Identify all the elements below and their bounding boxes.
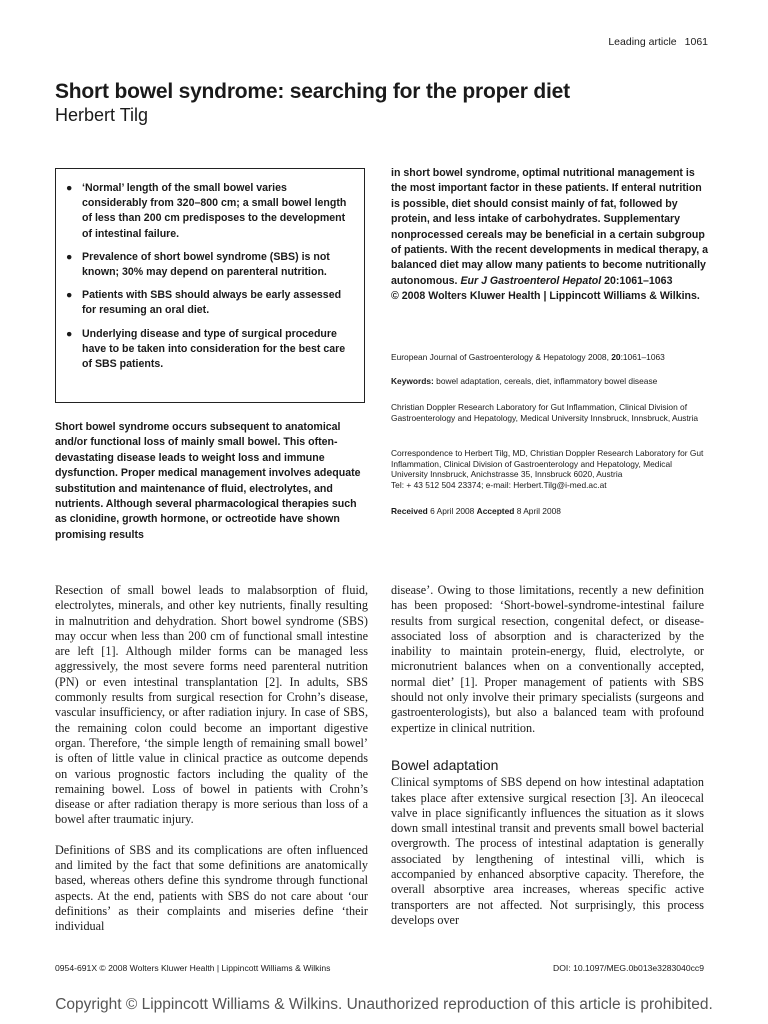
article-author: Herbert Tilg	[55, 105, 149, 125]
bullet-icon: ●	[66, 182, 73, 194]
journal-volume: 20	[611, 352, 621, 362]
footer-issn: 0954-691X © 2008 Wolters Kluwer Health | Lippincott Williams & Wilkins	[55, 963, 331, 973]
keywords-text: bowel adaptation, cereals, diet, inflammatory bowel disease	[436, 376, 658, 386]
article-title: Short bowel syndrome: searching for the proper diet	[55, 80, 570, 103]
key-points-box	[55, 168, 365, 403]
keywords	[391, 376, 711, 387]
bullet-icon: ●	[66, 327, 73, 340]
key-point-text: ‘Normal’ length of the small bowel varies considerably from 320–800 cm; a small bowel length of less than 200 cm predisposes to the development of intestinal failure.	[82, 182, 347, 240]
affiliation: Christian Doppler Research Laboratory for Gut Inflammation, Clinical Division of Gastroenterology and Hepatology, Medical University Innsbruck, Innsbruck, Austria	[391, 402, 699, 423]
bullet-icon: ●	[66, 289, 73, 302]
citation-journal: Eur J Gastroenterol Hepatol	[460, 274, 602, 287]
key-points-list	[66, 181, 350, 372]
key-point-text: Underlying disease and type of surgical procedure have to be taken into consideration for the best care of SBS patients.	[82, 327, 346, 371]
received-label: Received	[391, 506, 428, 516]
body-paragraph: disease’. Owing to those limitations, recently a new definition has been proposed: ‘Short-bowel-syndrome-intestinal failure results from surgical resection, congenital defect, or disease-associated loss of absorption and is characterized by the inability to maintain protein-energy, fluid, electrolyte, or micronutrient balances when on a conventionally accepted, normal diet’ [1]. Proper management of patients with SBS should not only involve their primary specialists (surgeons and gastroenterologists), but also a balanced team with profound expertize in clinical nutrition.	[391, 583, 704, 735]
correspondence-address: Correspondence to Herbert Tilg, MD, Christian Doppler Research Laboratory for Gut Inflammation, Clinical Division of Gastroenterology and Hepatology, Medical University Innsbruck, Anichstrasse 35, Innsbruck 6020, Austria	[391, 448, 704, 480]
key-point	[66, 181, 350, 242]
footer-doi: DOI: 10.1097/MEG.0b013e3283040cc9	[553, 963, 704, 973]
abstract-copyright: © 2008 Wolters Kluwer Health | Lippincott Williams & Wilkins.	[391, 290, 700, 303]
copyright-notice: Copyright © Lippincott Williams & Wilkins. Unauthorized reproduction of this article is prohibited.	[55, 996, 713, 1013]
body-paragraph: Definitions of SBS and its complications are often influenced and limited by the fact that some definitions are anatomically based, whereas others define this syndrome through functional aspects. At the end, patients with SBS do not care about ‘our definitions’ as their complaints and miseries define ‘their individual	[55, 842, 368, 934]
key-point	[66, 250, 350, 280]
bullet-icon: ●	[66, 250, 73, 263]
key-point	[66, 327, 350, 373]
correspondence	[391, 448, 711, 490]
abstract-text: in short bowel syndrome, optimal nutritional management is the most important factor in these patients. If enteral nutrition is possible, diet should consist mainly of fat, followed by protein, and less intake of carbohydrates. Supplementary nonprocessed cereals may be beneficial in a certain subgroup of patients. With the recent developments in medical therapy, a balanced diet may allow many patients to become nutritionally autonomous.	[391, 167, 708, 287]
keywords-label: Keywords:	[391, 376, 434, 386]
abstract-part-2	[391, 166, 711, 305]
body-column-right	[391, 583, 704, 928]
journal-citation	[391, 352, 711, 363]
body-paragraph: Resection of small bowel leads to malabsorption of fluid, electrolytes, minerals, and other key nutrients, finally resulting in malnutrition and dehydration. Short bowel syndrome (SBS) may occur when less than 200 cm of functional small intestine are left [1]. Although milder forms can be managed less aggressively, the most severe forms need parenteral nutrition (PN) or even intestinal transplantation [2]. In adults, SBS commonly results from surgical resection for Crohn’s disease, vascular insufficiency, or after radiation injury. In case of SBS, the remaining colon could become an important digestive organ. Therefore, ‘the simple length of remaining small bowel’ is often of little value in clinical practice as outcome depends on various prognostic factors including the quality of the remaining bowel. Loss of bowel in patients with Crohn’s disease or after radiation therapy is more serious than loss of a bowel after traumatic injury.	[55, 583, 368, 827]
citation-ref: 20:1061–1063	[604, 274, 673, 287]
key-point-text: Prevalence of short bowel syndrome (SBS) is not known; 30% may depend on parenteral nutrition.	[82, 250, 330, 279]
accepted-date: 8 April 2008	[516, 506, 561, 516]
abstract-part-1: Short bowel syndrome occurs subsequent to anatomical and/or functional loss of mainly small bowel. This often-devastating disease leads to weight loss and immune dysfunction. Proper medical management involves adequate substitution and maintenance of fluid, electrolytes, and nutrients. Although several pharmacological therapies such as clonidine, growth hormone, or octreotide have shown promising results	[55, 421, 361, 541]
correspondence-contact: Tel: + 43 512 504 23374; e-mail: Herbert.Tilg@i-med.ac.at	[391, 479, 607, 490]
accepted-label: Accepted	[476, 506, 515, 516]
running-head	[608, 36, 708, 48]
journal-pages: :1061–1063	[620, 352, 665, 362]
body-column-left	[55, 583, 368, 950]
journal-year: 2008,	[587, 352, 609, 362]
page-number: 1061	[684, 36, 708, 48]
received-date: 6 April 2008	[430, 506, 475, 516]
key-point	[66, 288, 350, 318]
running-head-label: Leading article	[608, 36, 677, 48]
body-paragraph: Clinical symptoms of SBS depend on how intestinal adaptation takes place after extensive surgical resection [3]. An ileocecal valve in place significantly influences the situation as it slows down small intestinal transit and prevents small bowel bacterial overgrowth. The process of intestinal adaptation is generally associated by lengthening of intestinal villi, which is accompanied by enhanced absorptive capacity. Therefore, the overall absorptive area increases, whereas specific active transporters are not affected. Not surprisingly, this process develops over	[391, 775, 704, 927]
article-dates	[391, 506, 711, 517]
journal-name: European Journal of Gastroenterology & Hepatology	[391, 352, 586, 362]
key-point-text: Patients with SBS should always be early assessed for resuming an oral diet.	[82, 289, 342, 317]
section-heading: Bowel adaptation	[391, 756, 499, 773]
